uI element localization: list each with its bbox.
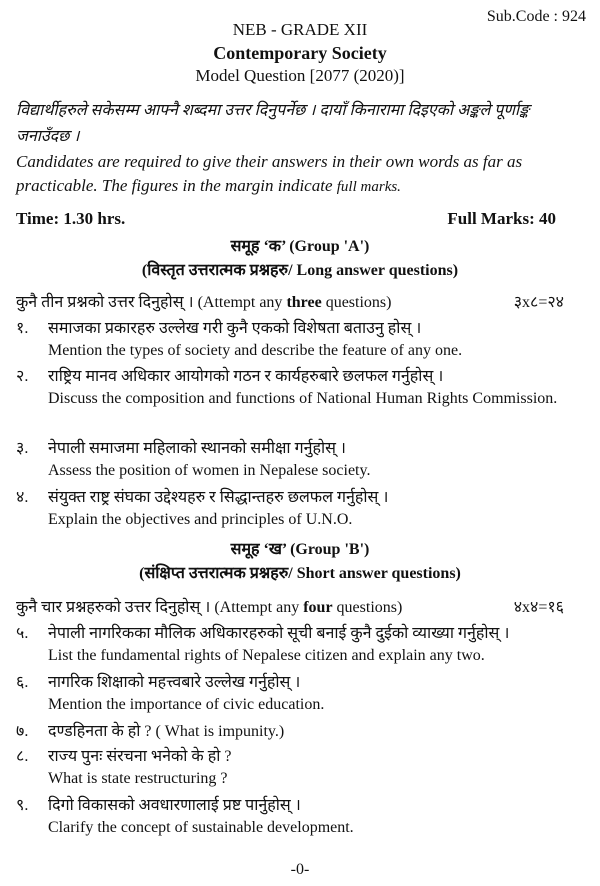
question-text-nepali: दण्डहिनता के हो ? ( What is impunity.) (48, 723, 285, 740)
group-a-attempt-line (16, 290, 564, 312)
instructions-english-tail: full marks. (336, 179, 401, 195)
group-b-attempt-line (16, 595, 564, 617)
exam-info (16, 209, 556, 229)
subject-title: Contemporary Society (213, 43, 387, 63)
instructions-english-main: Candidates are required to give their answers in their own words as far as practicable. The figures in the margin indicate (16, 152, 523, 195)
question-number: ६. (16, 674, 29, 691)
question-text-nepali: राज्य पुनः संरचना भनेको के हो ? (48, 748, 232, 765)
question-number: ७. (16, 723, 29, 740)
exam-time: Time: 1.30 hrs. (16, 209, 126, 228)
group-b-marks: ४x४=१६ (513, 599, 564, 616)
group-a-attempt-pre: कुनै तीन प्रश्नको उत्तर दिनुहोस् । (Attempt any (16, 294, 287, 311)
group-b-title: समूह ‘ख’ (Group 'B') (230, 541, 370, 558)
instructions-english (16, 150, 586, 199)
question-text-nepali: दिगो विकासको अवधारणालाई प्रष्ट पार्नुहोस् । (48, 797, 301, 814)
group-a-title: समूह ‘क’ (Group 'A') (230, 238, 370, 255)
question-text-nepali: संयुक्त राष्ट्र संघका उद्देश्यहरु र सिद्धान्तहरु छलफल गर्नुहोस् । (48, 489, 389, 506)
group-a-attempt-count: three (286, 294, 322, 311)
instructions-nepali: विद्यार्थीहरुले सकेसम्म आफ्नै शब्दमा उत्तर दिनुपर्नेछ । दायाँ किनारामा दिइएको अङ्कले पूर्णाङ्क जनाउँदछ । (16, 102, 530, 145)
group-a-subtitle: (विस्तृत उत्तरात्मक प्रश्नहरु/ Long answer questions) (141, 262, 459, 279)
question-5-english: List the fundamental rights of Nepalese citizen and explain any two. (48, 647, 485, 664)
model-question-label: Model Question [2077 (2020)] (195, 66, 405, 85)
question-number: ५. (16, 625, 29, 642)
group-a-marks: ३x८=२४ (513, 294, 564, 311)
subject-code: Sub.Code : 924 (486, 8, 586, 25)
group-b-attempt-pre: कुनै चार प्रश्नहरुको उत्तर दिनुहोस् । (Attempt any (16, 599, 304, 616)
question-text-nepali: नेपाली नागरिकका मौलिक अधिकारहरुको सूची बनाई कुनै दुईको व्याख्या गर्नुहोस् । (48, 625, 510, 642)
question-text-nepali: नागरिक शिक्षाको महत्त्वबारे उल्लेख गर्नुहोस् । (48, 674, 301, 691)
board-title: NEB - GRADE XII (232, 20, 368, 39)
question-text-nepali: राष्ट्रिय मानव अधिकार आयोगको गठन र कार्यहरुबारे छलफल गर्नुहोस् । (48, 368, 444, 385)
group-b-attempt-count: four (303, 599, 333, 616)
question-8-english: What is state restructuring ? (48, 770, 228, 787)
question-2-english: Discuss the composition and functions of National Human Rights Commission. (48, 390, 558, 407)
question-number: ९. (16, 797, 29, 814)
page-number: -0- (290, 861, 310, 878)
group-b-subtitle: (संक्षिप्त उत्तरात्मक प्रश्नहरु/ Short answer questions) (139, 565, 461, 582)
question-text-nepali: समाजका प्रकारहरु उल्लेख गरी कुनै एकको विशेषता बताउनु होस् । (48, 320, 422, 337)
question-3-english: Assess the position of women in Nepalese society. (48, 462, 371, 479)
question-1-english: Mention the types of society and describe the feature of any one. (48, 342, 463, 359)
question-6-english: Mention the importance of civic education. (48, 696, 325, 713)
question-number: १. (16, 320, 29, 337)
question-9-english: Clarify the concept of sustainable development. (48, 819, 354, 836)
question-4-english: Explain the objectives and principles of U.N.O. (48, 511, 353, 528)
full-marks: Full Marks: 40 (447, 209, 556, 228)
question-text-nepali: नेपाली समाजमा महिलाको स्थानको समीक्षा गर्नुहोस् । (48, 440, 346, 457)
question-number: २. (16, 368, 29, 385)
group-a-attempt-post: questions) (321, 294, 392, 311)
group-b-attempt-post: questions) (332, 599, 403, 616)
question-number: ८. (16, 748, 29, 765)
question-number: ३. (16, 440, 29, 457)
question-number: ४. (16, 489, 29, 506)
